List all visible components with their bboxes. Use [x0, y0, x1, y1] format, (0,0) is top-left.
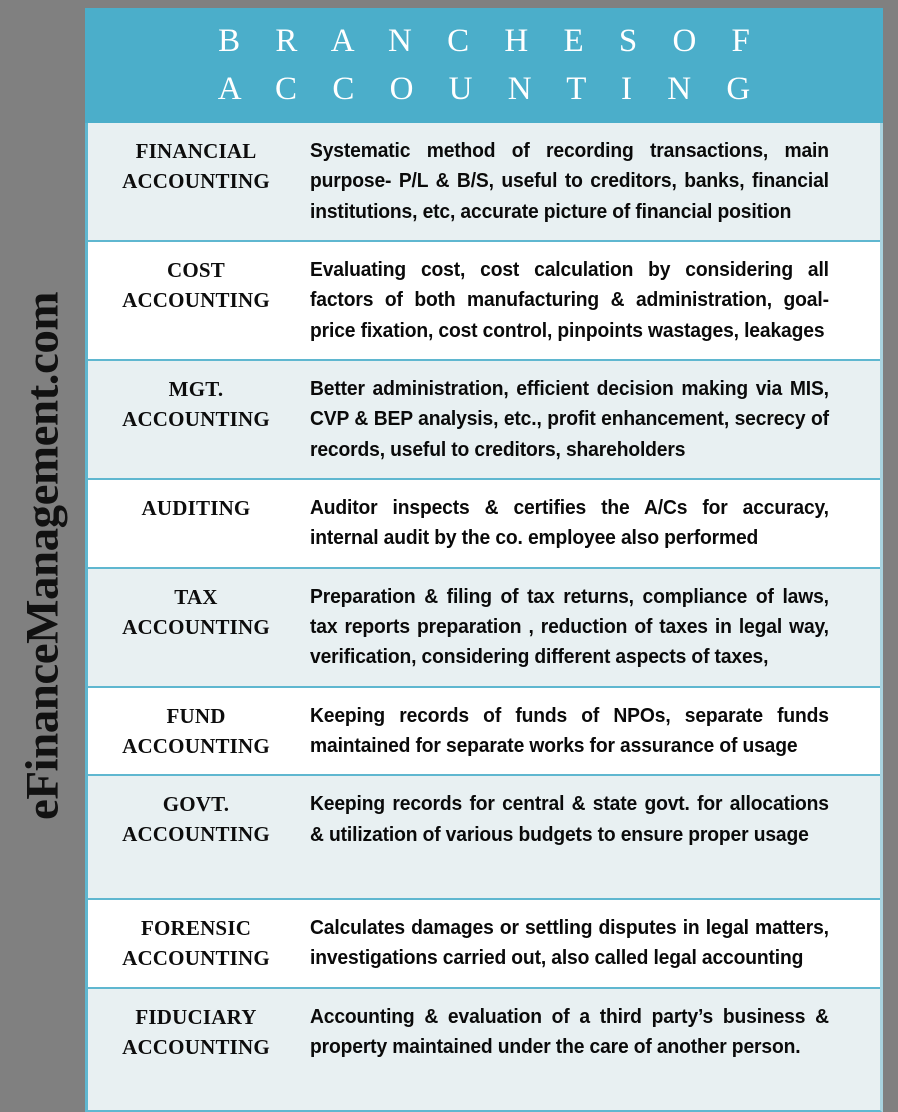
branch-name-cell [88, 493, 310, 523]
branch-name-line-1: COST [167, 257, 225, 282]
branch-description-cell: Systematic method of recording transactions, main purpose- P/L & B/S, useful to creditors, banks, financial institutions, etc, accurate picture of financial position [310, 139, 829, 223]
branch-name-line-2: ACCOUNTING [122, 946, 270, 971]
branch-description-cell: Preparation & filing of tax returns, compliance of laws, tax reports preparation , reduction of taxes in legal way, verification, considering different aspects of taxes, [310, 584, 829, 669]
branch-name-cell [88, 913, 310, 973]
branch-name-line-1: MGT. [168, 376, 224, 401]
branch-name-line-2: ACCOUNTING [122, 822, 270, 847]
page-title-line-2: A C C O U N T I N G [217, 70, 764, 107]
branch-name-cell [88, 1002, 310, 1062]
table-row [88, 688, 880, 777]
branches-table [85, 123, 883, 1112]
branch-name-line-2: ACCOUNTING [122, 288, 270, 313]
branch-name-line-1: FINANCIAL [135, 139, 257, 163]
table-row [88, 123, 880, 242]
branch-name-line-1: AUDITING [141, 495, 251, 520]
branch-name-cell [88, 374, 310, 434]
table-row [88, 900, 880, 989]
branch-name-cell [88, 136, 310, 196]
table-row [88, 361, 880, 480]
branch-name-line-2: ACCOUNTING [122, 733, 270, 758]
table-row [88, 480, 880, 569]
branch-name-cell [88, 582, 310, 642]
branch-description-cell: Evaluating cost, cost calculation by considering all factors of both manufacturing & administration, goal- price fixation, cost control, pinpoints wastages, leakages [310, 257, 829, 342]
table-row [88, 569, 880, 688]
branch-description-cell: Better administration, efficient decision making via MIS, CVP & BEP analysis, etc., profit enhancement, secrecy of records, useful to creditors, shareholders [310, 376, 829, 461]
branch-name-cell [88, 701, 310, 761]
table-row [88, 242, 880, 361]
branch-description-cell: Accounting & evaluation of a third party’s business & property maintained under the care of another person. [310, 1004, 829, 1058]
table-row [88, 776, 880, 900]
branch-name-cell [88, 789, 310, 849]
title-banner [85, 8, 883, 123]
branch-name-cell [88, 255, 310, 315]
branch-name-line-2: ACCOUNTING [122, 614, 270, 639]
table-row [88, 989, 880, 1111]
branch-name-line-2: ACCOUNTING [122, 407, 270, 432]
branch-description-cell: Keeping records of funds of NPOs, separate funds maintained for separate works for assurance of usage [310, 703, 829, 757]
infographic-card [85, 8, 883, 1102]
branch-name-line-1: GOVT. [162, 792, 230, 817]
branch-name-line-1: FIDUCIARY [135, 1004, 257, 1029]
branch-name-line-1: FORENSIC [140, 915, 252, 940]
branch-name-line-1: FUND [166, 703, 226, 728]
branch-description-cell: Keeping records for central & state govt. for allocations & utilization of various budgets to ensure proper usage [310, 792, 829, 846]
branch-name-line-2: ACCOUNTING [122, 1034, 270, 1059]
branch-name-line-2: ACCOUNTING [122, 169, 270, 194]
branch-description-cell: Calculates damages or settling disputes in legal matters, investigations carried out, also called legal accounting [310, 915, 829, 970]
watermark-text: eFinanceManagement.com [16, 291, 68, 821]
branch-name-line-1: TAX [174, 584, 218, 609]
watermark-sidebar [0, 0, 85, 1112]
branch-description-cell: Auditor inspects & certifies the A/Cs for accuracy, internal audit by the co. employee also performed [310, 495, 829, 550]
page-title-line-1: B R A N C H E S O F [218, 22, 764, 59]
